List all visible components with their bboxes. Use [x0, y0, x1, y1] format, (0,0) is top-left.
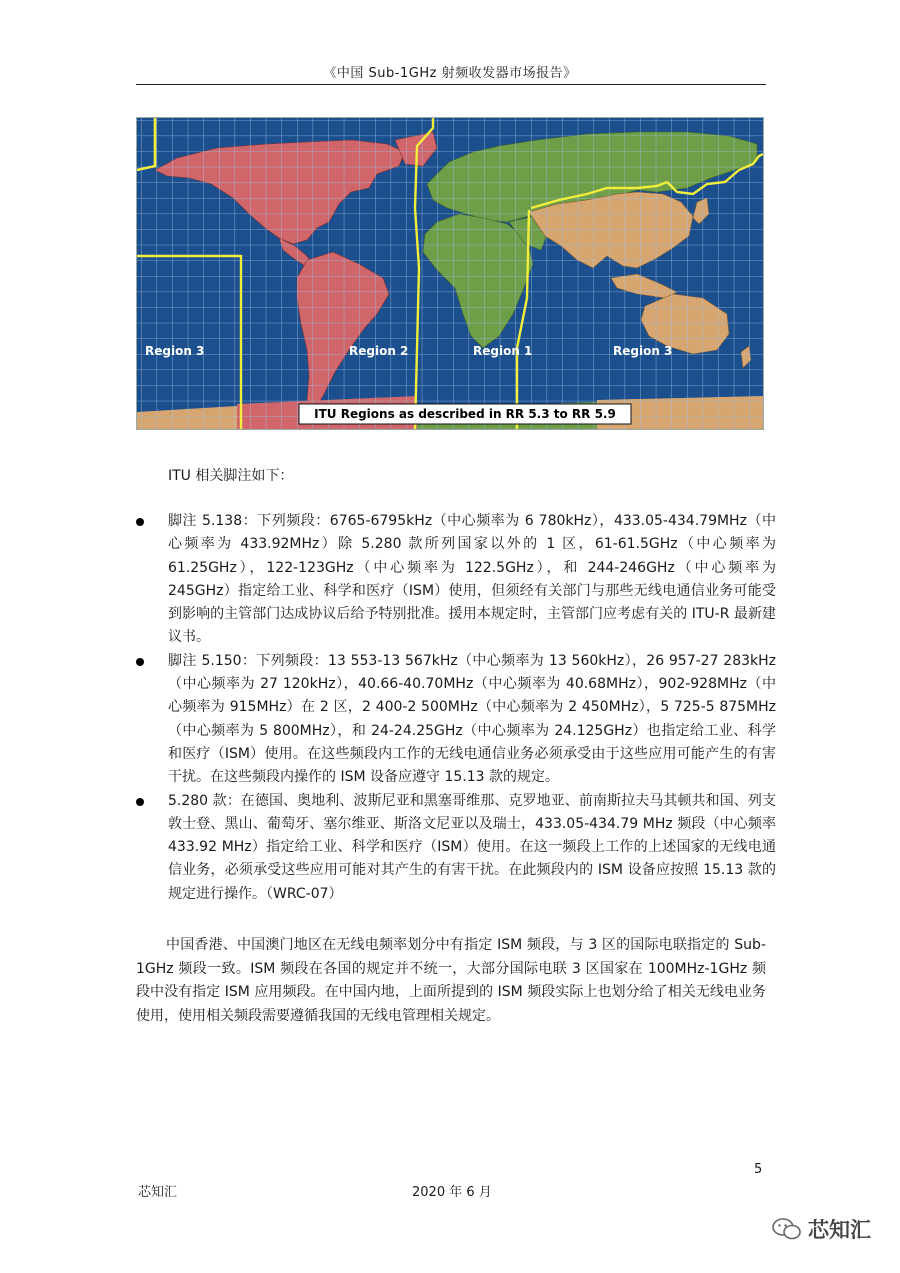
footer-date: 2020 年 6 月: [412, 1185, 492, 1200]
page-number: 5: [754, 1162, 763, 1177]
footnote-text: 脚注 5.150：下列频段：13 553-13 567kHz（中心频率为 13 560kHz），26 957-27 283kHz（中心频率为 27 120kHz），40.66-40.70MHz（中心频率为 40.68MHz），902-928MHz（中心频率为 915MHz）在 2 区，2 400-2 500MHz（中心频率为 2 450MHz），5 725-5 875MHz（中心频率为 5 800MHz），和 24-24.25GHz（中心频率为 24.125GHz）也指定给工业、科学和医疗（ISM）使用。在这些频段内工作的无线电通信业务必须承受由于这些应用可能产生的有害干扰。在这些频段内操作的 ISM 设备应遵守 15.13 款的规定。: [168, 652, 776, 786]
footer-brand: 芯知汇: [138, 1185, 178, 1200]
region-label-2: Region 2: [349, 344, 409, 358]
body-paragraph: 中国香港、中国澳门地区在无线电频率划分中有指定 ISM 频段，与 3 区的国际电联指定的 Sub-1GHz 频段一致。ISM 频段在各国的规定并不统一，大部分国际电联 3 区国家在 100MHz-1GHz 频段中没有指定 ISM 应用频段。在中国内地，上面所提到的 ISM 频段实际上也划分给了相关无线电业务使用，使用相关频段需要遵循我国的无线电管理相关规定。: [136, 937, 766, 1024]
bullet-icon: [136, 518, 144, 526]
region-label-3: Region 1: [473, 344, 533, 358]
bullet-icon: [136, 798, 144, 806]
footnote-text: 5.280 款：在德国、奥地利、波斯尼亚和黑塞哥维那、克罗地亚、前南斯拉夫马其顿共和国、列支敦士登、黑山、葡萄牙、塞尔维亚、斯洛文尼亚以及瑞士，433.05-434.79 MHz 频段（中心频率 433.92 MHz）指定给工业、科学和医疗（ISM）使用。在这一频段上工作的上述国家的无线电通信业务，必须承受这些应用可能对其产生的有害干扰。在此频段内的 ISM 设备应按照 15.13 款的规定进行操作。（WRC-07）: [168, 792, 776, 902]
graticule: [137, 118, 763, 429]
footnote-text: 脚注 5.138：下列频段：6765-6795kHz（中心频率为 6 780kHz），433.05-434.79MHz（中心频率为 433.92MHz）除 5.280 款所列国家以外的 1 区，61-61.5GHz（中心频率为 61.25GHz），122-123GHz（中心频率为 122.5GHz），和 244-246GHz（中心频率为 245GHz）指定给工业、科学和医疗（ISM）使用，但须经有关部门与那些无线电通信业务可能受到影响的主管部门达成协议后给予特别批准。援用本规定时，主管部门应考虑有关的 ITU-R 最新建议书。: [168, 513, 776, 646]
footnote-item: [136, 650, 776, 790]
bullet-icon: [136, 658, 144, 666]
intro-text: ITU 相关脚注如下：: [168, 468, 294, 484]
header-rule: [136, 84, 766, 85]
footnote-item: [136, 790, 776, 906]
footnote-list: [136, 510, 776, 906]
map-caption: ITU Regions as described in RR 5.3 to RR 5.9: [314, 407, 616, 421]
wechat-icon: [772, 1218, 802, 1240]
watermark: [772, 1214, 871, 1244]
region-label-4: Region 3: [613, 344, 673, 358]
region-label-1: Region 3: [145, 344, 205, 358]
document-header-title: 《中国 Sub-1GHz 射频收发器市场报告》: [323, 66, 577, 81]
footnote-item: [136, 510, 776, 650]
itu-regions-map: [136, 117, 764, 430]
watermark-text: 芯知汇: [808, 1218, 871, 1242]
